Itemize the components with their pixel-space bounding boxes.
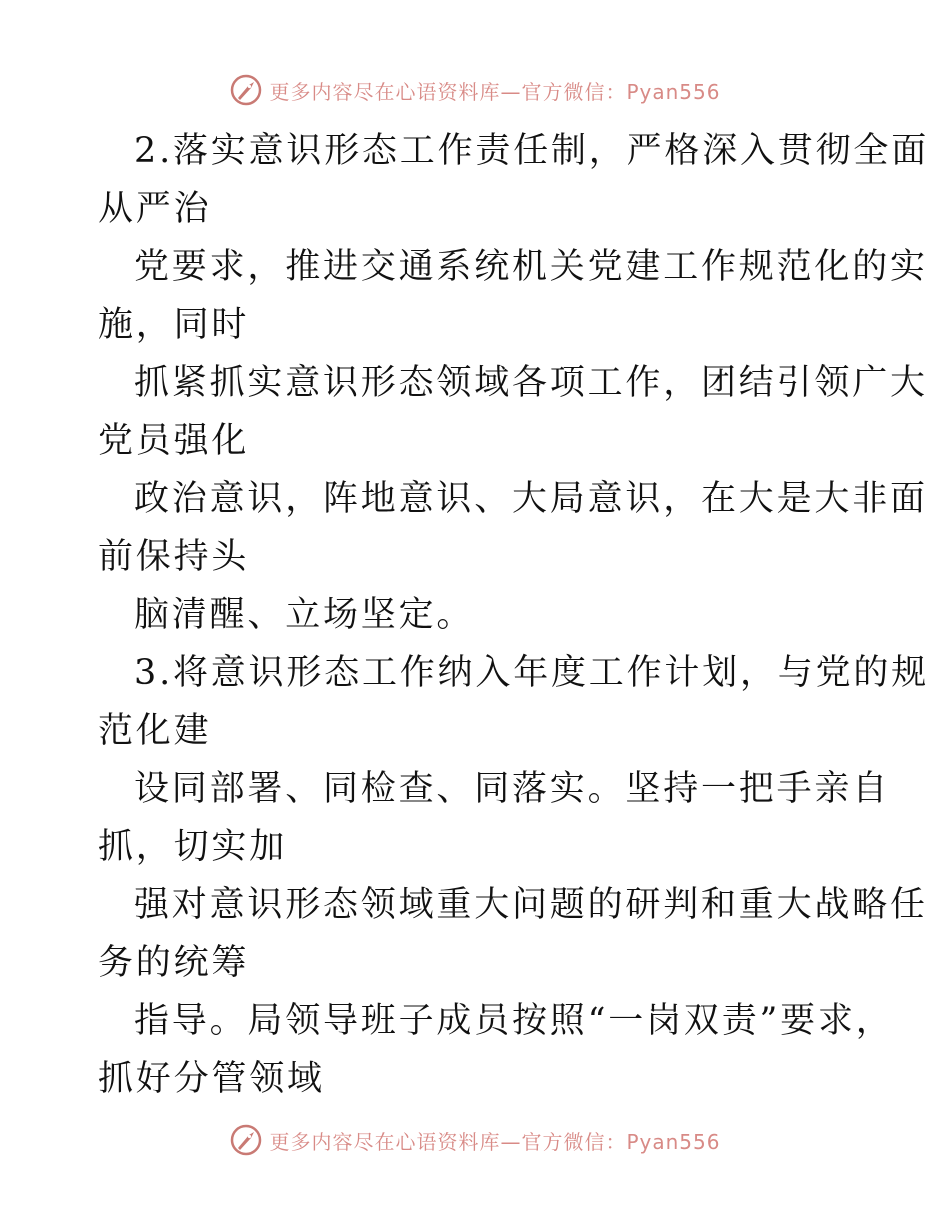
paragraph-line: 抓，切实加: [98, 827, 288, 867]
paragraph-line: 从严治: [98, 189, 212, 229]
pen-nib-circle-icon: [229, 73, 263, 107]
header-watermark: [0, 70, 950, 110]
paragraph-line: 前保持头: [98, 537, 250, 577]
paragraph-line: 抓紧抓实意识形态领域各项工作，团结引领广大: [134, 363, 928, 403]
paragraph-line: 设同部署、同检查、同落实。坚持一把手亲自: [134, 769, 891, 809]
paragraph-line: 党要求，推进交通系统机关党建工作规范化的实: [134, 247, 928, 287]
footer-watermark: [0, 1120, 950, 1160]
paragraph-line: 2.落实意识形态工作责任制，严格深入贯彻全面: [134, 131, 929, 171]
paragraph-line: 范化建: [98, 711, 212, 751]
paragraph-line: 政治意识，阵地意识、大局意识，在大是大非面: [134, 479, 928, 519]
watermark-text: 更多内容尽在心语资料库—官方微信：Pyan556: [269, 1129, 721, 1154]
paragraph-line: 脑清醒、立场坚定。: [134, 595, 475, 635]
paragraph-line: 党员强化: [98, 421, 250, 461]
watermark-text: 更多内容尽在心语资料库—官方微信：Pyan556: [269, 79, 721, 104]
paragraph-line: 3.将意识形态工作纳入年度工作计划，与党的规: [134, 653, 929, 693]
paragraph-line: 抓好分管领域: [98, 1059, 325, 1099]
paragraph-line: 施，同时: [98, 305, 250, 345]
pen-nib-circle-icon: [229, 1123, 263, 1157]
paragraph-line: 指导。局领导班子成员按照“一岗双责”要求，: [134, 1001, 894, 1041]
paragraph-line: 务的统筹: [98, 943, 250, 983]
paragraph-line: 强对意识形态领域重大问题的研判和重大战略任: [134, 885, 928, 925]
